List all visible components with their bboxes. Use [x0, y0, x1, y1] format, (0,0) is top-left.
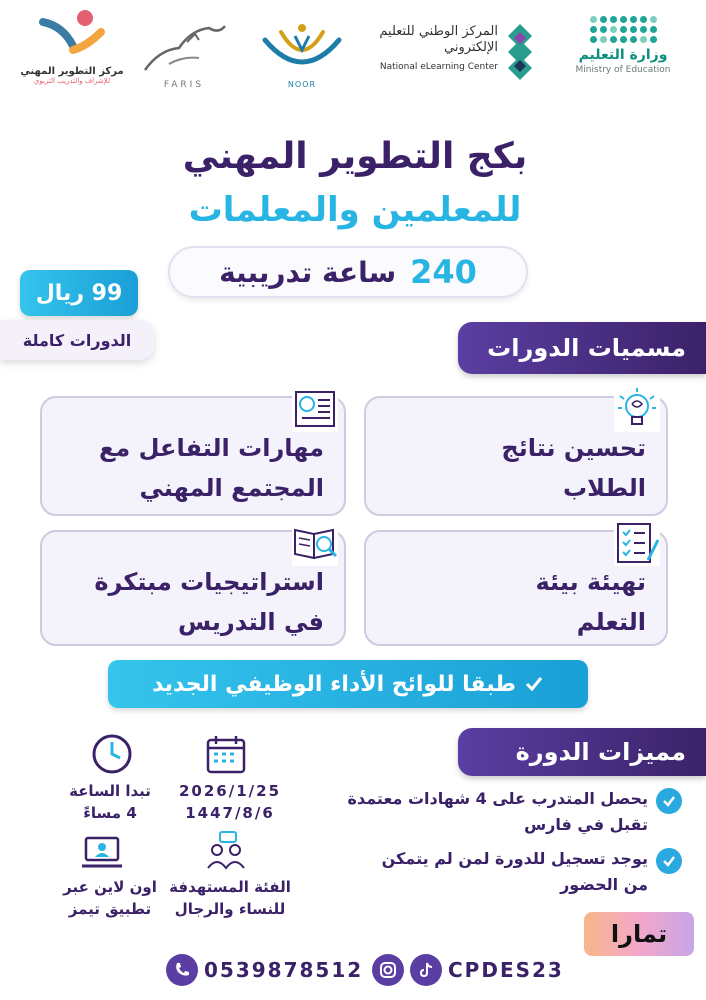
check-circle-icon: [656, 788, 682, 814]
lightbulb-brain-icon: [614, 386, 660, 432]
course-title-line1: تحسين نتائج: [501, 434, 646, 462]
moe-dots-icon: [548, 16, 698, 43]
nelc-mark-icon: [504, 22, 536, 82]
faris-logo: [136, 20, 232, 92]
nelc-name-en: National eLearning Center: [379, 62, 498, 72]
phone-contact[interactable]: [166, 950, 363, 990]
moe-name-ar: وزارة التعليم: [578, 47, 668, 63]
courses-section-header: مسميات الدورات: [458, 322, 706, 374]
online-line1: اون لاين عبر: [63, 878, 157, 896]
price-tag: 99 ريال: [20, 270, 138, 316]
ministry-of-education-logo: [548, 14, 698, 89]
course-title-line1: مهارات التفاعل مع: [99, 434, 324, 462]
phone-icon: [166, 954, 198, 986]
hours-number: 240: [410, 253, 477, 291]
course-card: [40, 396, 346, 516]
training-hours-pill: [168, 246, 528, 298]
start-time-line2: 4 مساءً: [83, 804, 137, 822]
social-contact[interactable]: [372, 950, 564, 990]
course-title-line1: استراتيجيات مبتكرة: [94, 568, 324, 596]
course-date: [160, 780, 300, 824]
audience-people-icon: [204, 830, 248, 874]
brain-checklist-icon: [292, 386, 338, 432]
calendar-icon: [204, 732, 248, 776]
cpd-subname-ar: للإشراف والتدريب التربوي: [33, 77, 111, 85]
check-circle-icon: [656, 848, 682, 874]
feature-line2: من الحضور: [560, 875, 648, 894]
social-handle: CPDES23: [448, 958, 564, 982]
course-title-line2: المجتمع المهني: [139, 474, 324, 502]
clock-icon: [90, 732, 134, 776]
course-card: [40, 530, 346, 646]
course-card: [364, 396, 668, 516]
phone-number: 0539878512: [204, 958, 364, 982]
moe-name-en: Ministry of Education: [575, 65, 671, 75]
online-laptop-icon: [80, 830, 124, 874]
start-time: [40, 780, 180, 824]
checkmark-icon: [524, 674, 544, 694]
noor-mark-icon: [257, 22, 347, 78]
course-title-line2: في التدريس: [177, 608, 324, 636]
date-hijri: 1447/8/6: [185, 804, 275, 822]
nelc-name-ar: المركز الوطني للتعليم الإلكتروني: [379, 24, 498, 55]
regulation-text: طبقا للوائح الأداء الوظيفي الجديد: [152, 671, 516, 697]
nelc-logo: [366, 22, 536, 86]
instagram-icon: [372, 954, 404, 986]
audience-line2: للنساء والرجال: [174, 900, 286, 918]
faris-name: FARIS: [163, 80, 205, 90]
feature-line2: تقبل في فارس: [524, 815, 648, 834]
full-courses-tag: الدورات كاملة: [0, 320, 154, 360]
cpd-name-ar: مركز التطوير المهني: [20, 66, 124, 77]
hours-label: ساعة تدريبية: [219, 255, 397, 289]
feature-line1: يحصل المتدرب على 4 شهادات معتمدة: [347, 789, 648, 808]
feature-item: [322, 846, 682, 898]
tiktok-icon: [410, 954, 442, 986]
page-title: بكج التطوير المهني: [182, 136, 528, 177]
book-magnifier-icon: [292, 520, 338, 566]
course-card: [364, 530, 668, 646]
noor-logo: [254, 22, 350, 90]
checklist-pen-icon: [614, 520, 660, 566]
course-title-line2: الطلاب: [563, 474, 646, 502]
faris-horse-icon: [139, 20, 229, 76]
feature-line1: يوجد تسجيل للدورة لمن لم يتمكن: [381, 849, 648, 868]
audience-line1: الفئة المستهدفة: [169, 878, 291, 896]
start-time-line1: تبدا الساعة: [69, 782, 151, 800]
delivery-mode: [40, 876, 180, 920]
course-title-line2: التعلم: [576, 608, 646, 636]
cpd-center-logo: [12, 6, 132, 98]
online-line2: تطبيق تيمز: [68, 900, 152, 918]
cpd-mark-icon: [37, 6, 107, 60]
target-audience: [160, 876, 300, 920]
date-gregorian: 2026/1/25: [178, 782, 282, 800]
regulation-banner: [108, 660, 588, 708]
course-title-line1: تهيئة بيئة: [535, 568, 646, 596]
tamara-badge: تمارا: [584, 912, 694, 956]
feature-item: [322, 786, 682, 838]
noor-name: NOOR: [287, 80, 317, 89]
features-section-header: مميزات الدورة: [458, 728, 706, 776]
page-subtitle: للمعلمين والمعلمات: [188, 190, 522, 230]
